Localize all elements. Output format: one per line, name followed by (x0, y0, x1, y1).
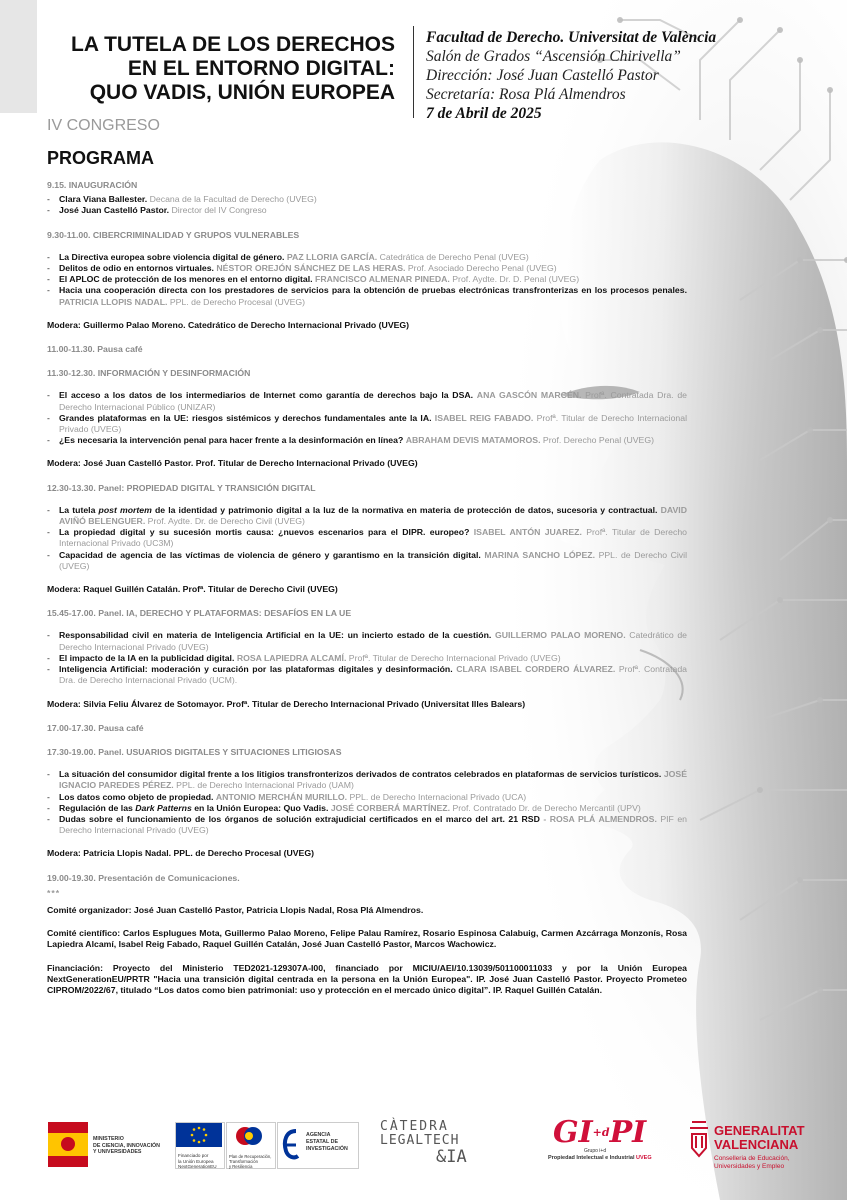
list-item (47, 390, 687, 412)
logo-text: Y UNIVERSIDADES (93, 1149, 142, 1155)
talk-title: Responsabilidad civil en materia de Inteligencia Artificial en la UE: un incierto estado de la cuestión. (59, 630, 492, 641)
time-slot: 17.30-19.00. Panel. USUARIOS DIGITALES Y SITUACIONES LITIGIOSAS (47, 746, 342, 757)
title-line: QUO VADIS, UNIÓN EUROPEA (89, 81, 395, 104)
moderator: Modera: Patricia Llopis Nadal. PPL. de Derecho Procesal (UVEG) (47, 848, 314, 859)
logo-text: Financiado por (178, 1153, 209, 1158)
talk-title: Dudas sobre el funcionamiento de los órganos de solución extrajudicial certificados en el marco del art. 21 RSD (59, 813, 540, 824)
logo-text: ESTATAL DE (306, 1139, 338, 1145)
person-role: Decana de la Facultad de Derecho (UVEG) (149, 194, 317, 205)
section-cybercrime (47, 230, 687, 331)
logo-text: DE CIENCIA, INNOVACIÓN (93, 1142, 160, 1149)
agencia-logo (277, 1122, 359, 1169)
section-digital-users (47, 747, 687, 860)
event-date: 7 de Abril de 2025 (426, 105, 542, 122)
logo-text: y Resiliencia (229, 1164, 253, 1170)
coffee-break-1 (47, 344, 687, 355)
funding-statement: Financiación: Proyecto del Ministerio TED2021-129307A-I00, financiado por MICIU/AEI/10.13039/501100011033 y por la Unión Europea NextGenerationEU/PRTR "Hacia una transición digital centrada en la persona en la Unión Europea". IP. José Juan Castelló Pastor. Proyecto Prometeo CIPROM/2022/67, titulado “Los datos como bien patrimonial: uso y protección en el mercado único digital”. IP. Raquel Guillén Catalán. (47, 962, 687, 995)
talk-title: La Directiva europea sobre violencia digital de género. (59, 251, 285, 262)
logo-text: AGENCIA (306, 1132, 331, 1138)
decorative-grey-bar (0, 0, 37, 113)
secretary: Secretaría: Rosa Plá Almendros (426, 86, 626, 103)
list-item (47, 550, 687, 572)
speaker: ABRAHAM DEVIS MATAMOROS. (405, 435, 541, 446)
affiliation: Prof. Asociado Derecho Penal (UVEG) (407, 263, 557, 274)
list-item (47, 792, 687, 803)
logo-text: +d (592, 1126, 610, 1139)
scientific-committee: Comité científico: Carlos Esplugues Mota, Guillermo Palao Moreno, Felipe Palau Ramírez, Rosario Espinosa Calabuig, Carmen Azcárraga Monzonís, Rosa Lapiedra Alcamí, Isabel Reig Fabado, Raquel Guillén Catalán, José Juan Castelló Pastor, Marcos Wachowicz. (47, 928, 687, 950)
talk-title: El acceso a los datos de los intermediarios de Internet como garantía de derechos bajo la DSA. (59, 390, 474, 401)
ministerio-logo (48, 1122, 173, 1167)
speaker: JOSÉ CORBERÁ MARTÍNEZ. (330, 802, 451, 813)
gva-emblem-icon (688, 1118, 710, 1160)
moderator: Modera: Guillermo Palao Moreno. Catedrático de Derecho Internacional Privado (UVEG) (47, 319, 410, 330)
list-item (47, 527, 687, 549)
list-item (47, 285, 687, 307)
logo-text: NextGenerationEU (178, 1164, 217, 1170)
time-slot: 15.45-17.00. Panel. IA, DERECHO Y PLATAFORMAS: DESAFÍOS EN LA UE (47, 608, 352, 619)
speaker: DAVID AVIÑÓ BELENGUER. (59, 504, 687, 527)
speaker: ANTONIO MERCHÁN MURILLO. (215, 791, 348, 802)
affiliation: Profª. Titular de Derecho Internacional Privado (UVEG) (348, 652, 561, 663)
affiliation: PPL. de Derecho Internacional Privado (UAM) (176, 780, 354, 791)
affiliation: Prof. Contratado Dr. de Derecho Mercantil (UPV) (452, 802, 641, 813)
time-slot: 11.30-12.30. INFORMACIÓN Y DESINFORMACIÓN (47, 368, 251, 379)
talk-title: Capacidad de agencia de las víctimas de violencia de género y garantismo en la transición digital. (59, 549, 481, 560)
speaker: GUILLERMO PALAO MORENO. (494, 630, 626, 641)
person-name: Clara Viana Ballester. (59, 194, 148, 205)
section-information (47, 368, 687, 469)
speaker: ROSA LAPIEDRA ALCAMÍ. (236, 652, 347, 663)
person-name: José Juan Castelló Pastor. (59, 205, 170, 216)
talk-title: de la identidad y patrimonio digital a la luz de la normativa en materia de protección de datos, sucesoria y contractual. (151, 504, 658, 515)
logo-text: PI (609, 1115, 647, 1150)
congress-edition: IV CONGRESO (47, 117, 160, 134)
speaker: ISABEL ANTÓN JUAREZ. (473, 527, 582, 538)
logo-text: &IA (436, 1147, 467, 1167)
list-item (47, 769, 687, 791)
logo-text: LEGALTECH (380, 1133, 460, 1148)
affiliation: Catedrático de Derecho Internacional Privado (UVEG) (59, 630, 687, 652)
talk-title-emphasis: post mortem (98, 504, 152, 515)
speaker: PATRICIA LLOPIS NADAL. (59, 296, 168, 307)
logo-text: Grupo i+d (584, 1148, 607, 1154)
affiliation: Profª. Titular de Derecho Internacional Privado (UC3M) (59, 527, 687, 549)
catedra-legaltech-logo (380, 1120, 492, 1170)
event-info (426, 28, 716, 123)
sponsor-logos (0, 1110, 847, 1200)
affiliation: Profª. Titular de Derecho Internacional Privado (UVEG) (59, 412, 687, 435)
spain-coat-of-arms-icon (48, 1122, 88, 1167)
affiliation: PPL. de Derecho Civil (UVEG) (59, 549, 688, 571)
talk-title: Delitos de odio en entornos virtuales. (59, 263, 214, 274)
affiliation: PPL. de Derecho Procesal (UVEG) (169, 296, 306, 307)
list-item (47, 205, 687, 216)
talk-title: ¿Es necesaria la intervención penal para hacer frente a la desinformación en línea? (59, 435, 404, 446)
talk-title: La situación del consumidor digital frente a los litigios transfronterizos derivados de contratos celebrados en plataformas de servicios turísticos. (59, 769, 662, 780)
affiliation: Prof. Aydte. Dr. de Derecho Civil (UVEG) (147, 516, 305, 527)
list-item (47, 664, 687, 686)
talk-title: La propiedad digital y su sucesión mortis causa: ¿nuevos escenarios para el DIPR. europeo? (59, 527, 470, 538)
recovery-plan-icon (227, 1123, 273, 1149)
time-slot: 9.30-11.00. CIBERCRIMINALIDAD Y GRUPOS VULNERABLES (47, 229, 300, 240)
gipi-logo (548, 1115, 668, 1173)
logo-text: GENERALITAT (714, 1123, 805, 1138)
speaker: PAZ LLORIA GARCÍA. (286, 251, 378, 262)
list-item (47, 505, 687, 527)
speaker: NÉSTOR OREJÓN SÁNCHEZ DE LAS HERAS. (216, 263, 406, 274)
logo-text: INVESTIGACIÓN (306, 1146, 348, 1152)
talk-title-emphasis: Dark Patterns (135, 802, 192, 813)
logo-text: CÀTEDRA (380, 1119, 449, 1134)
logo-text: UVEG (636, 1154, 652, 1161)
logo-text: VALENCIANA (714, 1137, 799, 1152)
list-item (47, 630, 687, 652)
list-item (47, 413, 687, 435)
moderator: Modera: José Juan Castelló Pastor. Prof. Titular de Derecho Internacional Privado (UVEG) (47, 458, 418, 469)
time-slot: 17.00-17.30. Pausa café (47, 722, 144, 733)
closing-info (47, 905, 687, 996)
list-item (47, 274, 687, 285)
direction: Dirección: José Juan Castelló Pastor (426, 67, 659, 84)
affiliation: Prof. Aydte. Dr. D. Penal (UVEG) (452, 274, 580, 285)
speaker: CLARA ISABEL CORDERO ÁLVAREZ. (456, 664, 616, 675)
title-line: LA TUTELA DE LOS DERECHOS (71, 33, 395, 56)
faculty-name: Facultad de Derecho. Universitat de València (426, 29, 717, 46)
talk-title: Grandes plataformas en la UE: riesgos sistémicos y derechos fundamentales ante la IA. (59, 412, 432, 423)
coffee-break-2 (47, 723, 687, 734)
logo-text: Propiedad Intelectual e Industrial (548, 1154, 635, 1161)
venue: Salón de Grados “Ascensión Chirivella” (426, 48, 681, 65)
speaker: JOSÉ IGNACIO PAREDES PÉREZ. (59, 769, 687, 791)
logo-text: Transformación (229, 1159, 258, 1165)
talk-title: Regulación de las (59, 802, 136, 813)
logo-text: Universidades y Empleo (714, 1163, 785, 1170)
recovery-plan-logo (226, 1122, 276, 1169)
logo-text: GI (553, 1115, 593, 1150)
speaker: - ROSA PLÁ ALMENDROS. (543, 813, 657, 824)
generalitat-logo (688, 1118, 823, 1176)
talk-title: La tutela (59, 504, 99, 515)
section-inauguration (47, 180, 687, 217)
moderator: Modera: Silvia Feliu Álvarez de Sotomayor. Profª. Titular de Derecho Internacional Privado (Universitat Illes Balears) (47, 698, 526, 709)
speaker: ISABEL REIG FABADO. (434, 412, 534, 423)
logo-text: MINISTERIO (93, 1136, 124, 1142)
affiliation: Catedrática de Derecho Penal (UVEG) (379, 251, 529, 262)
logo-text: Plan de Recuperación, (229, 1154, 272, 1159)
talk-title: Inteligencia Artificial: moderación y curación por las plataformas digitales y desinformación. (59, 664, 453, 675)
talk-title: en la Unión Europea: Quo Vadis. (191, 802, 329, 813)
eu-nextgen-logo (175, 1122, 225, 1169)
logo-text: la Unión Europea (178, 1158, 214, 1164)
talk-title: El APLOC de protección de los menores en el entorno digital. (59, 274, 313, 285)
list-item (47, 263, 687, 274)
organizing-committee: Comité organizador: José Juan Castelló Pastor, Patricia Llopis Nadal, Rosa Plá Almendros. (47, 904, 424, 915)
list-item (47, 803, 687, 814)
talk-title: Los datos como objeto de propiedad. (59, 791, 214, 802)
section-digital-property (47, 483, 687, 596)
list-item (47, 194, 687, 205)
logo-text: Conselleria de Educación, (714, 1155, 790, 1162)
time-slot: 9.15. INAUGURACIÓN (47, 180, 138, 190)
affiliation: PIF en Derecho Internacional Privado (UVEG) (59, 813, 687, 836)
moderator: Modera: Raquel Guillén Catalán. Profª. Titular de Derecho Civil (UVEG) (47, 584, 338, 595)
affiliation: PPL. de Derecho Internacional Privado (UCA) (349, 791, 527, 802)
header-divider (413, 26, 414, 118)
list-item (47, 435, 687, 446)
affiliation: Profª. Contratada Dra. de Derecho Internacional Público (UNIZAR) (59, 390, 687, 412)
section-ai-platforms (47, 608, 687, 709)
programme-heading: PROGRAMA (47, 148, 154, 168)
speaker: FRANCISCO ALMENAR PINEDA. (315, 274, 450, 285)
aei-icon (278, 1123, 304, 1166)
title-line: EN EL ENTORNO DIGITAL: (127, 57, 395, 80)
separator-asterisks: *** (47, 887, 61, 898)
person-role: Director del IV Congreso (171, 205, 267, 216)
time-slot: 19.00-19.30. Presentación de Comunicaciones. (47, 872, 240, 883)
affiliation: Profª. Contratada Dra. de Derecho Internacional Privado (UCM). (59, 664, 687, 686)
eu-flag-icon (176, 1123, 222, 1147)
list-item (47, 814, 687, 836)
list-item (47, 252, 687, 263)
time-slot: 12.30-13.30. Panel: PROPIEDAD DIGITAL Y TRANSICIÓN DIGITAL (47, 482, 316, 493)
list-item (47, 653, 687, 664)
time-slot: 11.00-11.30. Pausa café (47, 344, 143, 355)
speaker: ANA GASCÓN MARCÉN. (476, 390, 582, 401)
communications (47, 873, 687, 899)
speaker: MARINA SANCHO LÓPEZ. (484, 549, 595, 560)
event-title (71, 33, 395, 105)
programme-content (47, 180, 687, 1008)
talk-title: El impacto de la IA en la publicidad digital. (59, 652, 235, 663)
affiliation: Prof. Derecho Penal (UVEG) (542, 435, 654, 446)
talk-title: Hacia una cooperación directa con los prestadores de servicios para la obtención de pruebas electrónicas transfronterizas en los procesos penales. (59, 285, 687, 296)
